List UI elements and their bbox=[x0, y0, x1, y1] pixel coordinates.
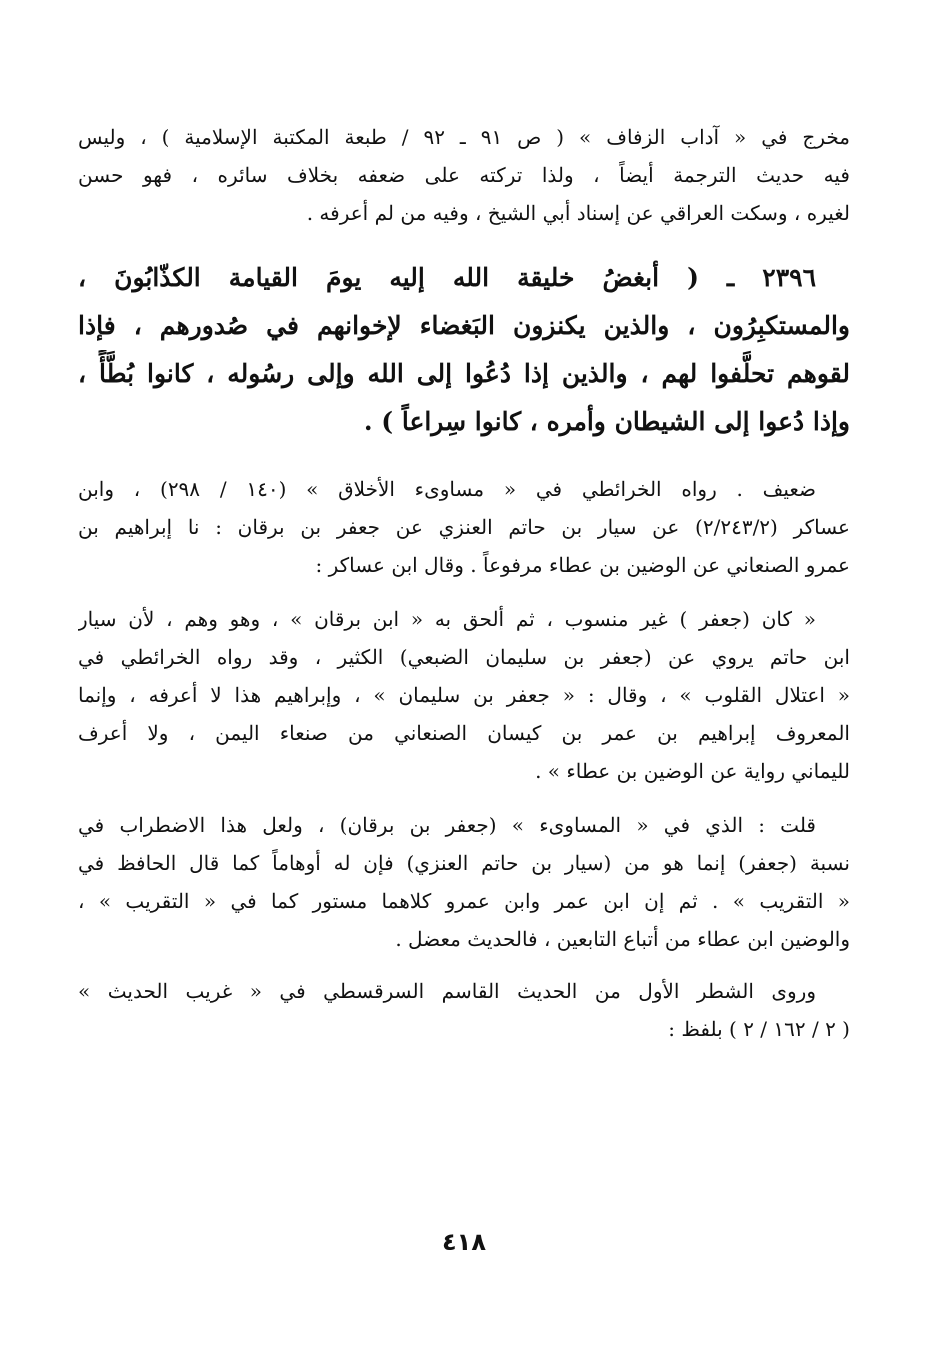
text-line: لليماني رواية عن الوضين بن عطاء » . bbox=[535, 759, 850, 783]
text-line: ( ٢ / ١٦٢ / ٢ ) بلفظ : bbox=[668, 1017, 850, 1041]
page-body bbox=[78, 118, 850, 1048]
sarqusti-note-paragraph bbox=[78, 972, 850, 1048]
text-line: لقوهم تحلَّفوا لهم ، والذين إذا دُعُوا إلى الله وإلى رسُوله ، كانوا بُطَّأً ، bbox=[78, 359, 850, 388]
text-line: وإذا دُعوا إلى الشيطان وأمره ، كانوا سِراعاً ) . bbox=[363, 407, 850, 436]
text-line: نسبة (جعفر) إنما هو من (سيار بن حاتم العنزي) فإن له أوهاماً كما قال الحافظ في bbox=[78, 851, 850, 875]
text-line: مخرج في « آداب الزفاف » ( ص ٩١ ـ ٩٢ / طبعة المكتبة الإسلامية ) ، وليس bbox=[78, 125, 850, 149]
text-line: « كان (جعفر ) غير منسوب ، ثم ألحق به « ابن برقان » ، وهو وهم ، لأن سيار bbox=[78, 607, 816, 631]
text-line: عمرو الصنعاني عن الوضين بن عطاء مرفوعاً . وقال ابن عساكر : bbox=[315, 553, 850, 577]
ibn-asakir-quote-paragraph bbox=[78, 600, 850, 790]
page-number: ٤١٨ bbox=[442, 1228, 486, 1256]
text-line: « اعتلال القلوب » ، وقال : « جعفر بن سليمان » ، وإبراهيم هذا لا أعرفه ، وإنما bbox=[78, 683, 850, 707]
text-line: ٢٣٩٦ ـ ( أبغضُ خليقة الله إليه يومَ القيامة الكذّابُونَ ، bbox=[78, 263, 816, 292]
text-line: والوضين ابن عطاء من أتباع التابعين ، فالحديث معضل . bbox=[395, 927, 850, 951]
author-comment-paragraph bbox=[78, 806, 850, 958]
text-line: ضعيف . رواه الخرائطي في « مساوىء الأخلاق » (١٤٠ / ٢٩٨) ، وابن bbox=[78, 477, 817, 501]
text-line: فيه حديث الترجمة أيضاً ، ولذا تركته على ضعفه بخلاف سائره ، فهو حسن bbox=[78, 163, 850, 187]
footnote-continuation-paragraph bbox=[78, 118, 850, 232]
text-line: ابن حاتم يروي عن (جعفر بن سليمان الضبعي) الكثير ، وقد رواه الخرائطي في bbox=[78, 645, 850, 669]
hadith-text-paragraph bbox=[78, 254, 850, 446]
text-line: المعروف إبراهيم بن عمر بن كيسان الصنعاني من صنعاء اليمن ، ولا أعرف bbox=[78, 721, 850, 745]
text-line: عساكر (٢/٢٤٣/٢) عن سيار بن حاتم العنزي عن جعفر بن برقان : نا إبراهيم بن bbox=[78, 515, 850, 539]
text-line: لغيره ، وسكت العراقي عن إسناد أبي الشيخ ، وفيه من لم أعرفه . bbox=[306, 201, 850, 225]
text-line: وروى الشطر الأول من الحديث القاسم السرقسطي في « غريب الحديث » bbox=[78, 979, 816, 1003]
grading-paragraph bbox=[78, 470, 850, 584]
text-line: « التقريب » . ثم إن ابن عمر وابن عمرو كلاهما مستور كما في « التقريب » ، bbox=[78, 889, 850, 913]
text-line: والمستكبِرُون ، والذين يكنزون البَغضاء لإخوانهم في صُدورهم ، فإذا bbox=[78, 311, 850, 340]
text-line: قلت : الذي في « المساوىء » (جعفر بن برقان) ، ولعل هذا الاضطراب في bbox=[78, 813, 816, 837]
